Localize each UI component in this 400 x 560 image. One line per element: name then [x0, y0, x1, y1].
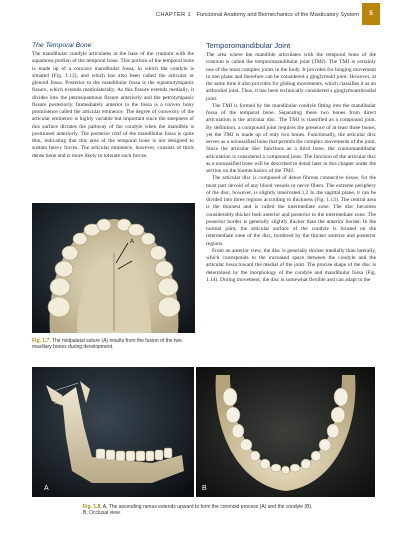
section-heading-tmj: Temporomandibular Joint [206, 41, 291, 50]
paragraph: The mandibular condyle articulates at the base of the cranium with the squamous portion of the temporal bone. This portion of the temporal bone is made up of a concave mandibular fossa, in which the condyle is situated (Fig. 1.12), and which has also been called the articular or glenoid fossa. Posterior to the mandibular fossa is the squamotympanic fissure, which extends mediolaterally. As this fissure extends medially, it divides into the petrosquamous fissure anteriorly and the petrotympanic fissure posteriorly. Immediately anterior to the fossa is a convex bony prominence called the articular eminence. The degree of convexity of the articular eminence is highly variable but important since the steepness of this surface dictates the pathway of the condyle when the mandible is positioned anteriorly. The posterior roof of the mandibular fossa is quite thin, indicating that this area of the temporal bone is not designed to sustain heavy forces. The articular eminence, however, consists of thick dense bone and is more likely to tolerate such forces. [32, 51, 194, 159]
paragraph: The area where the mandible articulates with the temporal bone of the cranium is called the temporomandibular joint (TMJ). The TMJ is certainly one of the most complex joints in the body. It provides for hinging movement in one plane and therefore can be considered a ginglymoid joint. However, at the same time it also provides for gliding movements, which classifies it as an arthrodial joint. Thus, it has been technically considered a ginglymoarthrodial joint. [206, 52, 376, 102]
figure-mandible-lateral-photo [32, 367, 194, 497]
paragraph: From an anterior view, the disc is generally thicker medially than laterally, which corresponds to the increased space between the condyle and the articular fossa toward the medial of the joint. The precise shape of the disc is determined by the morphology of the condyle and mandibular fossa (Fig. 1.14). During movement, the disc is somewhat flexible and can adapt to the [206, 247, 376, 283]
chapter-number: CHAPTER 1 [156, 12, 191, 18]
left-column-text [32, 51, 194, 160]
figure-caption-1-7 [32, 338, 195, 351]
right-column-text [206, 52, 376, 284]
paragraph: The TMJ is formed by the mandibular condyle fitting into the mandibular fossa of the temporal bone. Separating these two bones from direct articulation is the articular disc. The TMJ is classified as a compound joint. By definition, a compound joint requires the presence of at least three bones, yet the TMJ is made up of only two bones. Functionally, the articular disc serves as a nonossified bone that permits the complex movements of the joint. Since the articular disc functions as a third bone, the craniomandibular articulation is considered a compound joint. The function of the articular disc as a nonossified bone will be described in detail later in this chapter under the section on the biomechanics of the TMJ. [206, 102, 376, 174]
figure-maxilla-photo [32, 203, 195, 333]
figure-caption-1-8 [83, 504, 375, 517]
maxilla-illustration [32, 203, 195, 333]
mandible-lateral-illustration [32, 367, 194, 497]
running-head [156, 12, 359, 18]
paragraph: The articular disc is composed of dense fibrous connective tissue, for the most part devoid of any blood vessels or nerve fibers. The extreme periphery of the disc, however, is slightly innervated.1,2 In the sagittal plane, it can be divided into three regions according to thickness (Fig. 1.13). The central area is the thinnest and is called the intermediate zone. The disc becomes considerably thicker both anterior and posterior to the intermediate zone. The posterior border is generally slightly thicker than the anterior border. In the normal joint, the articular surface of the condyle is located on the intermediate zone of the disc, bordered by the thicker anterior and posterior regions. [206, 175, 376, 247]
page-number-tab [362, 3, 380, 25]
panel-label-a: A [44, 485, 49, 492]
caption-text-a: A, The ascending ramus extends upward to form the coronoid process (A) and the condyle (B). [102, 504, 313, 510]
page-header [0, 0, 400, 30]
caption-text: The midpalatal suture (A) results from the fusion of the two maxillary bones during development. [32, 338, 182, 351]
panel-label-b: B [202, 485, 207, 492]
mandible-occlusal-illustration [196, 367, 375, 497]
figure-label: Fig. 1.8. [83, 504, 102, 510]
fig17-marker: A [130, 239, 135, 245]
page-number: 5 [369, 10, 373, 17]
figure-mandible-occlusal-photo [196, 367, 375, 497]
figure-label: Fig. 1.7. [32, 338, 51, 344]
section-heading-temporal-bone: The Temporal Bone [32, 42, 92, 49]
caption-text-b: B, Occlusal view. [83, 510, 121, 517]
chapter-title: Functional Anatomy and Biomechanics of the Masticatory System [196, 12, 359, 18]
